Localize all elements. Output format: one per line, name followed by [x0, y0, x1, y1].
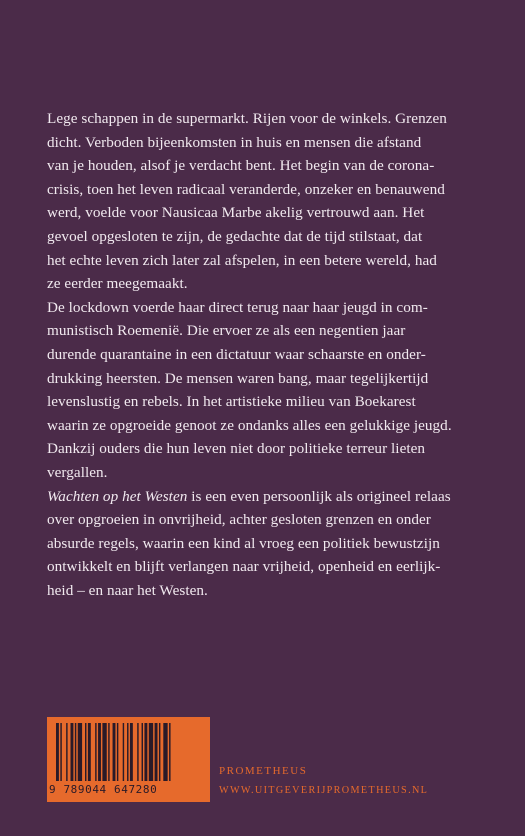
barcode-bar [71, 723, 74, 781]
isbn-digits: 9 789044 647280 [49, 783, 158, 796]
barcode-bars [56, 723, 201, 783]
blurb-paragraph-2: De lockdown voerde haar direct terug naar haar jeugd in com- munistisch Roemenië. Die ervoer ze als een negentien jaar durende quarantaine in een dictatuur waar schaarste en onder- drukking heersten. De mensen waren bang, maar tegelijkertijd levenslustig en rebels. In het artistieke milieu van Boekarest waarin ze opgroeide genoot ze ondanks alles een gelukkige jeugd. Dankzij ouders die hun leven niet door politieke terreur lieten vergallen. [47, 298, 452, 481]
barcode-bar [142, 723, 143, 781]
barcode-bar [88, 723, 91, 781]
barcode-bar [98, 723, 101, 781]
barcode-bar [95, 723, 96, 781]
barcode-bar [60, 723, 61, 781]
blurb-paragraph-3-body: is een even persoonlijk als origineel relaas over opgroeien in onvrijheid, achter gesloten grenzen en onder absurde regels, waarin een kind al vroeg een politiek bewustzijn ontwikkelt en blijft verlangen naar vrijheid, openheid en eerlijk- heid – en naar het Westen. [47, 487, 451, 599]
barcode [47, 717, 210, 802]
barcode-bar [144, 723, 147, 781]
barcode-bar [113, 723, 116, 781]
barcode-bar [137, 723, 138, 781]
barcode-bar [159, 723, 160, 781]
blurb-paragraph-1: Lege schappen in de supermarkt. Rijen voor de winkels. Grenzen dicht. Verboden bijeenkomsten in huis en mensen die afstand van je houden, alsof je verdacht bent. Het begin van de corona- crisis, toen het leven radicaal veranderde, onzeker en benauwend werd, voelde voor Nausicaa Marbe akelig vertrouwd aan. Het gevoel opgesloten te zijn, de gedachte dat de tijd stilstaat, dat het echte leven zich later zal afspelen, in een betere wereld, had ze eerder meegemaakt. [47, 110, 447, 293]
barcode-bar [85, 723, 86, 781]
barcode-bar [78, 723, 82, 781]
publisher-logo: PROMETHEUS [219, 765, 308, 777]
book-title: Wachten op het Westen [47, 487, 188, 505]
barcode-bar [169, 723, 170, 781]
barcode-bar [155, 723, 158, 781]
barcode-bar [123, 723, 124, 781]
barcode-bar [102, 723, 106, 781]
blurb-paragraph-3 [47, 485, 487, 603]
barcode-bar [75, 723, 76, 781]
barcode-bar [163, 723, 167, 781]
barcode-bar [56, 723, 59, 781]
barcode-bar [149, 723, 153, 781]
barcode-bar [117, 723, 118, 781]
barcode-bar [66, 723, 67, 781]
barcode-bar [130, 723, 133, 781]
blurb-text [47, 107, 487, 602]
barcode-bar [127, 723, 128, 781]
publisher-website: WWW.UITGEVERIJPROMETHEUS.NL [219, 785, 429, 796]
barcode-bar [108, 723, 109, 781]
